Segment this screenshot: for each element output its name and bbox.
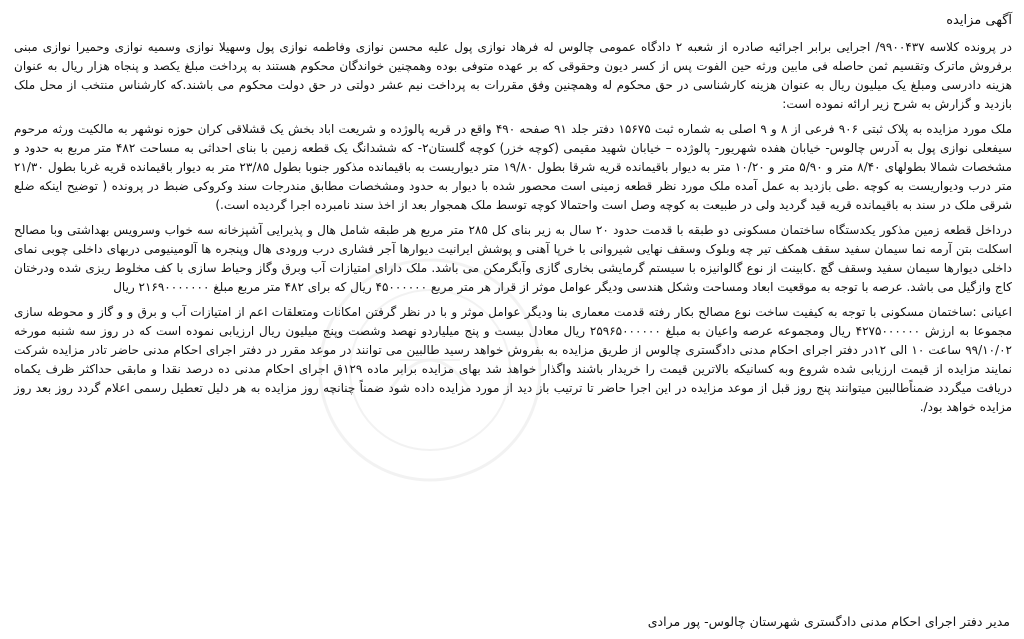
paragraph-property-description: ملک مورد مزایده به پلاک ثبتی ۹۰۶ فرعی از ۸ و ۹ اصلی به شماره ثبت ۱۵۶۷۵ دفتر جلد ۹۱ صفحه ۴۹۰ واقع در قریه پالوژده و شریعت اباد بخش یک قشلاقی کران حوزه نوشهر به مالکیت ورثه مرحوم سیفعلی نوازی پول به آدرس چالوس- خیابان هفده شهریور- پالوژده – خیابان شهید مقیمی (کوچه خزر) کوچه گلستان۲- که ششدانگ یک قطعه زمین با بنای احداثی به مساحت ۴۸۲ متر مربع به حدود و مشخصات شمالا بطولهای ۸/۴۰ متر و ۵/۹۰ متر و ۱۰/۲۰ متر به دیوار باقیمانده قریه شرقا بطول ۱۹/۸۰ متر دیواریست به باقیمانده مذکور جنوبا بطول ۲۳/۸۵ متر به دیوار باقیمانده قریه غربا بطول ۲۱/۳۰ متر درب ودیواریست به کوچه .طی بازدید به عمل آمده ملک مورد نظر قطعه زمینی است محصور شده با دیوار به حدود ومشخصات مطابق مندرجات سند وکروکی ضبط در پرونده ( توضیح اینکه ضلع شرقی ملک در سند به باقیمانده قریه قید گردید ولی در طبیعت به کوچه وصل است واحتمالا کوچه توسط ملک همجوار بعد از اخذ سند نامبرده اجرا گردیده است.) <box>14 122 1013 212</box>
paragraph-case-intro: در پرونده کلاسه ۹۹۰۰۴۳۷/ اجرایی برابر اجرائیه صادره از شعبه ۲ دادگاه عمومی چالوس له فرهاد نوازی پول علیه محسن نوازی وفاطمه نوازی پول وسهیلا نوازی وسمیه نوازی وحمیرا نوازی مبنی برفروش ماترک وتقسیم ثمن حاصله فی مابین ورثه حین الفوت پس از کسر دیون وحقوقی که بر عهده متوفی بوده وهمچنین خواندگان محکوم هستند به پرداخت مبلغ یکصد و پنجاه هزار ریال به عنوان هزینه دادرسی ومبلغ یک میلیون ریال به عنوان هزینه کارشناسی در حق محکوم له وهمچنین وفق مقررات به پرداخت نیم عشر دولتی در حق دولت محکوم می باشند.که کارشناس منتخب از محل ملک بازدید و گزارش به شرح زیر ارائه نموده است: <box>14 40 1013 111</box>
paragraph-building-description: درداخل قطعه زمین مذکور یکدستگاه ساختمان مسکونی دو طبقه با قدمت حدود ۲۰ سال به زیر بنای کل ۲۸۵ متر مربع هر طبقه شامل هال و پذیرایی آشپزخانه سه خواب وسرویس بهداشتی وبا مصالح اسکلت بتن آرمه نما سیمان سفید سقف همکف تیر چه وبلوک وسقف نهایی شیروانی با خرپا آهنی و پوشش ایرانیت دیوارها آجر فشاری درب ورودی هال وپنجره ها آلومینیومی دربهای داخلی چوبی نمای داخلی دیوارها سیمان سفید وسقف گچ .کابینت از نوع گالوانیزه با سیستم گرمایشی بخاری گازی وآبگرمکن می باشد. ملک دارای امتیازات آب وبرق وگاز وحیاط سازی با کف مخلوط ریزی شده ودرختان کاج وازگیل می باشد. عرصه با توجه به موقعیت ابعاد ومساحت وشکل هندسی ودیگر عوامل موثر از قرار هر متر مربع ۴۵۰۰۰۰۰۰ ریال که برای ۴۸۲ متر مربع مبلغ ۲۱۶۹۰۰۰۰۰۰۰ ریال <box>14 223 1012 294</box>
signature-line: مدیر دفتر اجرای احکام مدنی دادگستری شهرستان چالوس- پور مرادی <box>647 614 1010 629</box>
paragraph-valuation-and-terms: اعیانی :ساختمان مسکونی با توجه به کیفیت ساخت نوع مصالح بکار رفته قدمت معماری بنا ودیگر عوامل موثر و با در نظر گرفتن امکانات ومتعلقات اعم از امتیازات آب و برق و و گاز و محوطه سازی مجموعا به ارزش ۴۲۷۵۰۰۰۰۰۰ ریال ومجموعه عرصه واعیان به مبلغ ۲۵۹۶۵۰۰۰۰۰۰ ریال معادل بیست و پنج میلیاردو نهصد وشصت وپنج میلیون ریال ارزیابی نموده است که در روز سه شنبه مورخه ۹۹/۱۰/۰۲ ساعت ۱۰ الی ۱۲در دفتر اجرای احکام مدنی دادگستری چالوس از طریق مزایده به بفروش خواهد رسید طالبین می توانند در موعد مقرر در دفتر اجرای احکام مدنی حاضر تادر مزایده شرکت نمایند مزایده از قیمت ارزیابی شده شروع وبه کسانیکه بالاترین قیمت را خریدار باشند واگذار خواهد شد بهای مزایده برابر ماده ۱۲۹ق اجرای احکام مدنی ده درصد نقدا و مابقی حداکثر ظرف یکماه دریافت میگردد ضمناًطالبین میتوانند پنج روز قبل از موعد مزایده در این اجرا حاضر تا ترتیب باز دید از مورد مزایده داده شود ضمناً چنانچه روز مزایده به هر دلیل تعطیل رسمی اعلام گردد روز بعد روز مزایده خواهد بود/. <box>14 305 1013 414</box>
notice-title: آگهی مزایده <box>946 13 1012 28</box>
